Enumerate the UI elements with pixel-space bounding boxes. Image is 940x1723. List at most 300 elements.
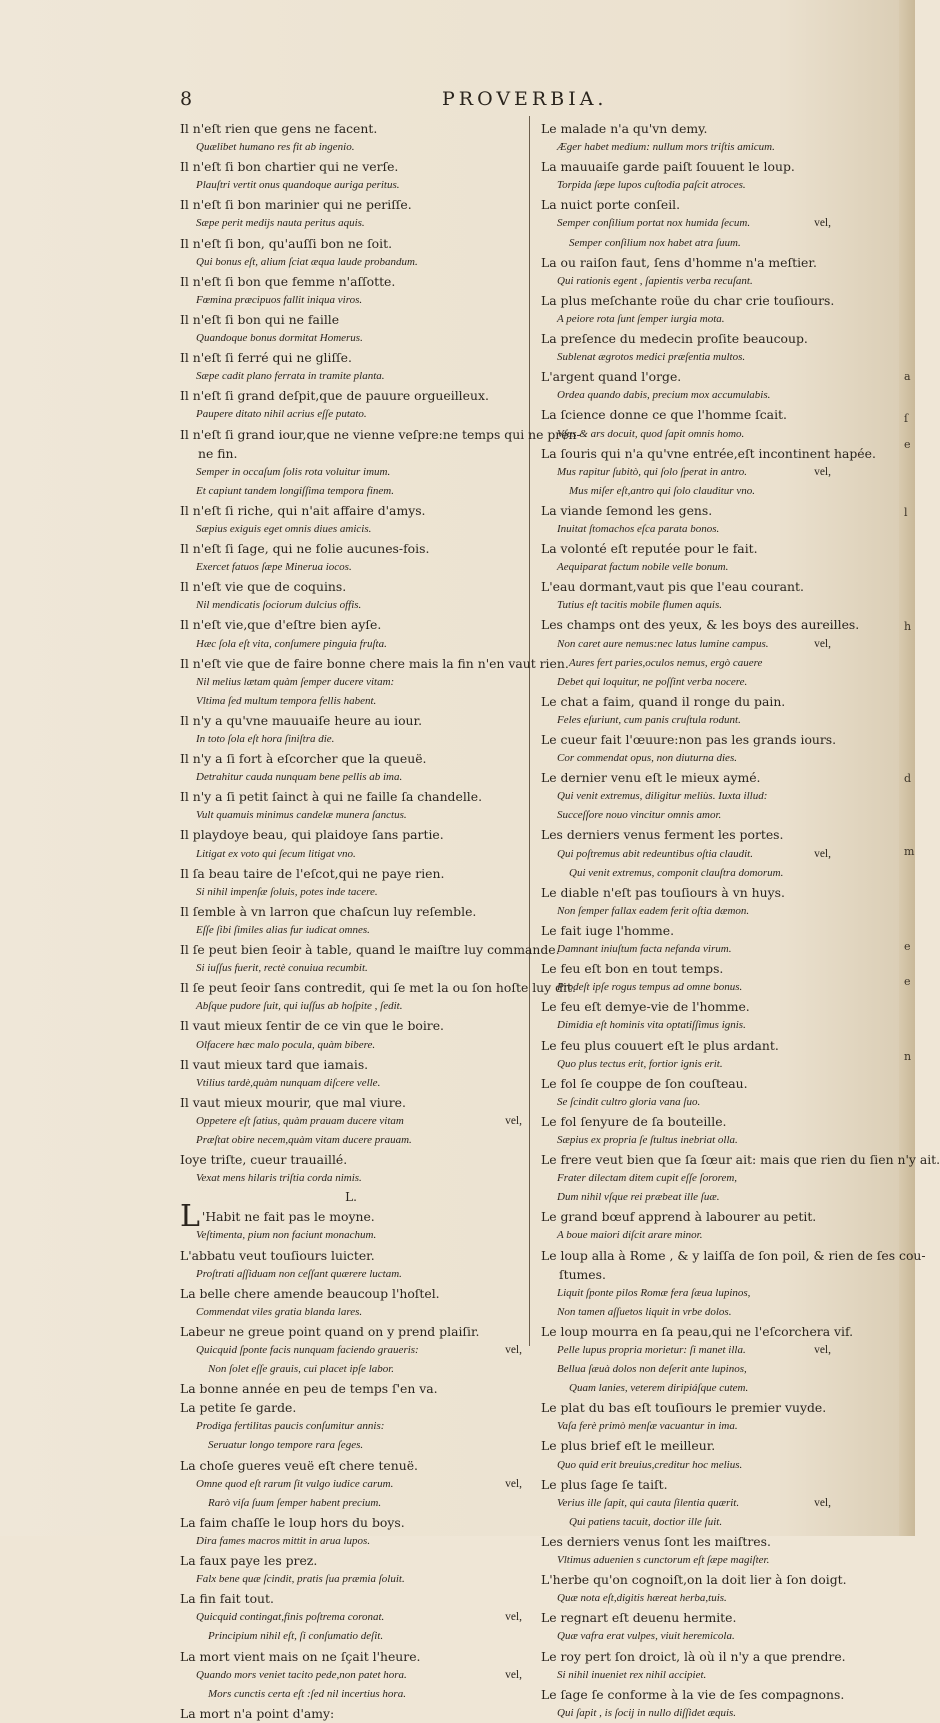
line-text: Le fol ſenyure de ſa bouteille. — [541, 1113, 727, 1129]
line-text: Se ſcindit cultro gloria vana ſuo. — [557, 1095, 701, 1108]
proverb-latin — [541, 348, 831, 367]
line-text: Omne quod eſt rarum ſit vulgo iudice carum. — [196, 1477, 394, 1490]
proverb-latin — [180, 558, 522, 577]
proverb-french-dropcap — [180, 1199, 522, 1235]
line-text: Ioye triſte, cueur trauaillé. — [180, 1152, 348, 1168]
line-text: Il n'eſt rien que gens ne facent. — [180, 121, 378, 136]
line-text: Le fol ſe couppe de ſon couſteau. — [541, 1075, 748, 1091]
line-text: ne fin. — [198, 445, 238, 461]
proverb-french — [180, 1379, 522, 1398]
line-text: Il ſa beau taire de l'eſcot,qui ne paye rien. — [180, 865, 445, 881]
line-text: A boue maiori diſcit arare minor. — [557, 1229, 703, 1242]
line-text: La mort vient mais on ne ſçait l'heure. — [180, 1648, 421, 1664]
proverb-latin — [180, 806, 522, 825]
proverb-latin — [180, 138, 522, 157]
line-text: Paupere ditato nihil acrius eſſe putato. — [196, 408, 367, 421]
proverb-french — [180, 1551, 522, 1570]
line-text: Non ſolet eſſe grauis, cui placet ipſe labor. — [208, 1363, 395, 1376]
line-text: Dira fames macros mittit in arua lupos. — [196, 1534, 371, 1547]
line-text: Hæc ſola eſt vita, conſumere pinguia fruſta. — [196, 637, 387, 650]
line-text: Liquit ſponte pilos Romæ fera ſæua lupinos, — [557, 1286, 751, 1299]
line-text: Sublenat ægrotos medici præſentia multos. — [557, 351, 746, 364]
proverb-latin — [180, 1494, 522, 1513]
running-title: PROVERBIA. — [442, 88, 608, 110]
proverb-latin — [180, 1131, 522, 1150]
proverb-latin — [180, 1036, 522, 1055]
vel-marker: vel, — [814, 1496, 831, 1509]
proverb-latin — [180, 1532, 522, 1551]
proverb-latin — [180, 214, 522, 233]
proverb-latin — [541, 214, 831, 233]
proverb-french — [541, 997, 831, 1016]
line-text: Le loup alla à Rome , & y laiſſa de ſon poil, & rien de ſes cou- — [541, 1247, 926, 1263]
line-text: Oppetere eſt ſatius, quàm prauam ducere vitam — [196, 1114, 404, 1127]
line-text: Labeur ne greue point quand on y prend plaiſir. — [180, 1323, 480, 1339]
proverb-french — [180, 711, 522, 730]
proverb-latin — [541, 1417, 831, 1436]
proverb-latin — [541, 558, 831, 577]
line-text: Le feu plus couuert eſt le plus ardant. — [541, 1037, 779, 1053]
line-text: Les derniers venus ferment les portes. — [541, 827, 784, 843]
line-text: Olfacere hæc malo pocula, quàm bibere. — [196, 1038, 376, 1051]
line-text: Pelle lupus propria morietur: ſi manet illa. — [557, 1344, 746, 1356]
line-text: Cor commendat opus, non diuturna dies. — [557, 752, 737, 765]
line-text: Le fait iuge l'homme. — [541, 922, 675, 938]
proverb-french — [180, 310, 522, 329]
proverb-french — [180, 501, 522, 520]
proverb-french — [541, 501, 831, 520]
proverb-latin — [541, 596, 831, 615]
proverb-french — [180, 234, 522, 253]
line-text: Ordea quando dabis, precium mox accumulabis. — [557, 389, 771, 402]
proverb-latin — [180, 845, 522, 864]
proverb-french — [541, 1265, 831, 1284]
line-text: La ou raiſon faut, ſens d'homme n'a meſtier. — [541, 254, 817, 270]
proverb-latin — [541, 1188, 831, 1207]
line-text: Il ſe peut bien ſeoir à table, quand le maiſtre luy commande. — [180, 942, 560, 958]
proverb-french — [180, 902, 522, 921]
proverb-latin — [180, 1303, 522, 1322]
proverb-french — [180, 425, 581, 444]
line-text: Si iuſſus fuerit, rectè conuiua recumbit. — [196, 962, 368, 975]
line-text: Nil melius lætam quàm ſemper ducere vitam: — [196, 675, 395, 688]
proverb-latin — [541, 711, 831, 730]
proverb-latin — [180, 291, 522, 310]
line-text: L'abbatu veut touſiours luicter. — [180, 1247, 375, 1263]
line-text: Qui venit extremus, componit clauſtra domorum. — [569, 866, 784, 879]
proverb-latin — [180, 1436, 522, 1455]
line-text: Mors cunctis certa eſt :ſed nil incertius hora. — [208, 1687, 406, 1700]
line-text: Quo quid erit breuius,creditur hoc melius. — [557, 1458, 743, 1471]
line-text: Qui rationis egent , ſapientis verba recuſant. — [557, 274, 753, 287]
proverb-french — [541, 577, 831, 596]
proverb-french — [541, 1398, 831, 1417]
margin-letter: l — [904, 506, 908, 519]
proverb-french — [180, 119, 522, 138]
line-text: Mus miſer eſt,antro qui ſolo clauditur vno. — [569, 484, 755, 497]
proverb-french — [541, 1322, 854, 1341]
line-text: Il vaut mieux mourir, que mal viure. — [180, 1094, 406, 1110]
proverb-french — [180, 1456, 522, 1475]
proverb-french — [180, 444, 522, 463]
line-text: Si nihil inueniet rex nihil accipiet. — [557, 1668, 707, 1681]
line-text: La plus meſchante roüe du char crie touſiours. — [541, 292, 835, 308]
line-text: Qui ſapit , is ſocij in nullo diſſidet æquis. — [557, 1706, 737, 1719]
proverb-latin — [541, 1093, 831, 1112]
line-text: Le chat a faim, quand il ronge du pain. — [541, 693, 786, 709]
proverb-latin — [180, 1685, 522, 1704]
line-text: Verius ille ſapit, qui cauta ſilentia quærit. — [557, 1496, 740, 1509]
line-text: Le frere veut bien que ſa ſœur ait: mais que rien du ſien n'y ait. — [541, 1152, 940, 1168]
margin-letter: d — [904, 772, 912, 785]
proverb-french — [180, 654, 569, 673]
line-text: Le feu eſt demye-vie de l'homme. — [541, 999, 750, 1015]
proverb-french — [180, 787, 522, 806]
proverb-latin — [541, 234, 831, 253]
left-column — [180, 119, 581, 1723]
line-text: La mauuaiſe garde paiſt ſouuent le loup. — [541, 159, 795, 175]
proverb-latin — [541, 1055, 831, 1074]
line-text: Falx bene quæ ſcindit, pratis ſua præmia ſoluit. — [196, 1573, 405, 1586]
facing-page-edge — [899, 0, 915, 1536]
proverb-latin — [180, 1475, 522, 1494]
proverb-latin — [180, 1341, 522, 1360]
line-text: Damnant iniuſtum facta nefanda virum. — [557, 943, 732, 956]
line-text: Rarò viſa ſuum ſemper habent precium. — [208, 1496, 382, 1509]
proverb-latin — [180, 1169, 522, 1188]
proverb-latin — [180, 883, 522, 902]
proverb-latin — [541, 1627, 831, 1646]
line-text: L'argent quand l'orge. — [541, 369, 682, 385]
line-text: Il n'eſt ſi bon qui ne faille — [180, 311, 340, 327]
line-text: ſtumes. — [559, 1266, 606, 1282]
line-text: Il n'eſt vie que de coquins. — [180, 579, 347, 595]
proverb-french — [180, 1055, 522, 1074]
page-number: 8 — [180, 88, 193, 110]
proverb-french — [180, 1513, 522, 1532]
line-text: Il n'eſt ſi riche, qui n'ait affaire d'amys. — [180, 502, 426, 518]
proverb-french — [541, 1207, 831, 1226]
proverb-latin — [541, 1379, 831, 1398]
line-text: Il vaut mieux ſentir de ce vin que le boire. — [180, 1018, 444, 1034]
proverb-french — [180, 940, 560, 959]
proverb-latin — [541, 1704, 831, 1723]
line-text: Le grand bœuf apprend à labourer au petit. — [541, 1209, 817, 1225]
line-text: Sæpe cadit plano ferrata in tramite planta. — [196, 370, 385, 383]
line-text: Le loup mourra en ſa peau,qui ne l'eſcorchera vif. — [541, 1323, 854, 1339]
proverb-french — [541, 157, 831, 176]
line-text: Il ſe peut ſeoir ſans contredit, qui ſe met la ou ſon hoſte luy dit. — [180, 980, 576, 996]
line-text: Les derniers venus ſont les maiſtres. — [541, 1533, 771, 1549]
proverb-latin — [180, 1417, 522, 1436]
line-text: Il n'eſt ſi grand deſpit,que de pauure orgueilleux. — [180, 388, 489, 404]
line-text: In toto ſola eſt hora ſiniſtra die. — [196, 733, 335, 745]
line-text: Plauſtri vertit onus quandoque auriga peritus. — [196, 179, 400, 192]
line-text: Il n'eſt vie que de faire bonne chere mais la fin n'en vaut rien. — [180, 655, 569, 671]
line-text: La bonne année en peu de temps ſ'en va. — [180, 1381, 438, 1397]
line-text: L'herbe qu'on cognoiſt,on la doit lier à ſon doigt. — [541, 1572, 847, 1588]
proverb-french — [541, 1246, 926, 1265]
margin-letter: e — [904, 438, 911, 451]
line-text: Il ſemble à vn larron que chaſcun luy reſemble. — [180, 903, 477, 919]
line-text: 'Habit ne fait pas le moyne. — [201, 1209, 375, 1225]
proverb-latin — [180, 1666, 522, 1685]
proverb-latin — [180, 1608, 522, 1627]
proverb-latin — [180, 520, 522, 539]
vel-marker: vel, — [505, 1611, 522, 1624]
line-text: Non tamen aſſuetos liquit in vrbe dolos. — [557, 1305, 732, 1318]
proverb-french — [541, 1112, 831, 1131]
proverb-french — [180, 386, 522, 405]
proverb-french — [541, 195, 831, 214]
proverb-french — [541, 291, 835, 310]
line-text: Le plus ſage ſe taiſt. — [541, 1476, 668, 1492]
line-text: Tutius eſt tacitis mobile flumen aquis. — [557, 599, 722, 612]
line-text: Qui venit extremus, diligitur meliùs. Iuxta illud: — [557, 790, 768, 803]
line-text: Sæpius exiguis eget omnis diues amicis. — [196, 522, 372, 535]
line-text: Proſtrati aſſiduam non ceſſant quærere luctam. — [196, 1267, 402, 1280]
proverb-french — [541, 1685, 845, 1704]
proverb-french — [541, 119, 831, 138]
line-text: Sæpius ex propria ſe ſtultus inebriat olla. — [557, 1133, 738, 1146]
proverb-latin — [541, 463, 831, 482]
proverb-french — [180, 195, 522, 214]
proverb-french — [541, 921, 831, 940]
proverb-latin — [541, 749, 831, 768]
proverb-latin — [541, 940, 831, 959]
proverb-latin — [180, 1360, 522, 1379]
line-text: Æger habet medium: nullum mors triſtis amicum. — [557, 141, 775, 154]
line-text: Non ſemper fallax eadem ferit oſtia dæmon. — [557, 904, 750, 917]
proverb-french — [541, 768, 831, 787]
proverb-latin — [180, 692, 522, 711]
proverb-french — [180, 864, 522, 883]
line-text: Le diable n'eſt pas touſiours à vn huys. — [541, 884, 785, 900]
line-text: Qui poſtremus abit redeuntibus oſtia claudit. — [557, 847, 753, 860]
line-text: Il n'eſt vie,que d'eſtre bien ayſe. — [180, 617, 382, 633]
line-text: Semper conſilium nox habet atra ſuum. — [569, 236, 741, 249]
vel-marker: vel, — [505, 1114, 522, 1127]
line-text: Frater dilectam ditem cupit eſſe ſororem, — [557, 1172, 738, 1185]
proverb-french — [180, 272, 522, 291]
proverb-latin — [541, 635, 831, 654]
line-text: La faux paye les prez. — [180, 1553, 318, 1569]
proverb-latin — [180, 463, 522, 482]
proverb-french — [541, 1036, 831, 1055]
page-header — [180, 88, 820, 118]
vel-marker: vel, — [505, 1344, 522, 1356]
column-rule — [529, 116, 530, 1346]
line-text: Il n'eſt ſi bon chartier qui ne verſe. — [180, 159, 399, 175]
line-text: Exercet fatuos ſæpe Minerua iocos. — [196, 561, 352, 574]
proverb-latin — [541, 1169, 831, 1188]
line-text: Præſtat obire necem,quàm vitam ducere prauam. — [196, 1133, 412, 1146]
proverb-latin — [180, 1226, 522, 1245]
proverb-french — [541, 883, 831, 902]
line-text: Il n'y a ſi fort à eſcorcher que la queuë. — [180, 751, 427, 767]
vel-marker: vel, — [814, 637, 831, 650]
proverb-french — [180, 157, 522, 176]
proverb-french — [541, 1436, 831, 1455]
proverb-latin — [541, 272, 831, 291]
line-text: Le dernier venu eſt le mieux aymé. — [541, 770, 761, 786]
proverb-latin — [541, 138, 831, 157]
line-text: Le malade n'a qu'vn demy. — [541, 121, 708, 136]
proverb-french — [541, 405, 831, 424]
line-text: La faim chaſſe le loup hors du boys. — [180, 1514, 405, 1530]
line-text: La viande ſemond les gens. — [541, 502, 713, 518]
proverb-latin — [541, 176, 831, 195]
line-text: Vltimus aduenien s cunctorum eſt ſæpe magiſter. — [557, 1554, 770, 1567]
line-text: L. — [345, 1190, 357, 1205]
proverb-latin — [180, 673, 522, 692]
proverb-latin — [541, 1551, 831, 1570]
proverb-french — [541, 615, 860, 634]
line-text: Et capiunt tandem longiſſima tempora finem. — [196, 484, 394, 497]
proverb-latin — [541, 845, 831, 864]
proverb-latin — [541, 1513, 831, 1532]
proverb-french — [541, 1608, 831, 1627]
line-text: Il playdoye beau, qui plaidoye ſans partie. — [180, 827, 444, 843]
line-text: La preſence du medecin proſite beaucoup. — [541, 331, 808, 347]
line-text: Aures fert paries,oculos nemus, ergò cauere — [569, 656, 763, 669]
proverb-latin — [541, 520, 831, 539]
proverb-french — [541, 825, 831, 844]
proverb-french — [541, 1532, 831, 1551]
line-text: Quo plus tectus erit, fortior ignis erit. — [557, 1057, 723, 1070]
line-text: Il n'eſt ſi bon que femme n'aſſotte. — [180, 273, 396, 289]
line-text: Quicquid contingat,finis poſtrema coronat. — [196, 1611, 385, 1624]
line-text: Vſus & ars docuit, quod ſapit omnis homo. — [557, 427, 745, 440]
vel-marker: vel, — [505, 1477, 522, 1490]
proverb-latin — [541, 1303, 831, 1322]
line-text: Vexat mens hilaris triſtia corda nimis. — [196, 1172, 362, 1185]
line-text: Semper conſilium portat nox humida ſecum. — [557, 217, 751, 230]
proverb-latin — [541, 787, 831, 806]
margin-letter: m — [904, 845, 915, 858]
proverb-latin — [180, 1570, 522, 1589]
proverb-latin — [541, 1666, 831, 1685]
line-text: Dimidia eſt hominis vita optatiſſimus ignis. — [557, 1019, 746, 1032]
line-text: Fœmina præcipuos fallit iniqua viros. — [196, 293, 363, 306]
proverb-latin — [541, 1226, 831, 1245]
line-text: Aequiparat factum nobile velle bonum. — [557, 561, 729, 574]
proverb-latin — [541, 1016, 831, 1035]
proverb-french — [180, 1246, 522, 1265]
proverb-french — [180, 1016, 522, 1035]
line-text: Quæ vafra erat vulpes, viuit heremicola. — [557, 1630, 735, 1643]
proverb-french — [541, 253, 831, 272]
proverb-french — [541, 1074, 831, 1093]
proverb-french — [541, 1647, 846, 1666]
proverb-latin — [541, 978, 831, 997]
proverb-french — [180, 348, 522, 367]
line-text: Il n'eſt ſi ferré qui ne gliſſe. — [180, 350, 352, 366]
line-text: A peiore rota ſunt ſemper iurgia mota. — [557, 312, 725, 325]
line-text: Debet qui loquitur, ne poſſint verba nocere. — [557, 675, 748, 688]
line-text: Quælibet humano res fit ab ingenio. — [196, 141, 355, 154]
line-text: Quicquid ſponte facis nunquam faciendo graueris: — [196, 1344, 419, 1356]
line-text: Qui bonus eſt, alium ſciat æqua laude probandum. — [196, 255, 418, 268]
proverb-latin — [541, 310, 831, 329]
line-text: Le ſage ſe conforme à la vie de ſes compagnons. — [541, 1686, 845, 1702]
proverb-latin — [541, 425, 831, 444]
proverb-french — [180, 1284, 522, 1303]
vel-marker: vel, — [505, 1668, 522, 1681]
line-text: Prodiga fertilitas paucis conſumitur annis: — [196, 1420, 385, 1433]
margin-letter: n — [904, 1050, 912, 1063]
margin-letter: a — [904, 370, 911, 383]
margin-letter: ſ — [904, 412, 909, 425]
proverb-latin — [541, 1360, 831, 1379]
line-text: Non caret aure nemus:nec latus lumine campus. — [557, 637, 769, 650]
line-text: Torpida ſæpe lupos cuſtodia paſcit atroces. — [557, 179, 746, 192]
line-text: Sæpe perit medijs nauta peritus aquis. — [196, 217, 365, 230]
proverb-latin — [180, 921, 522, 940]
proverb-french — [180, 825, 522, 844]
line-text: Principium nihil eſt, ſi conſumatio deſit. — [208, 1630, 384, 1643]
line-text: L'eau dormant,vaut pis que l'eau courant. — [541, 579, 804, 595]
proverb-latin — [180, 176, 522, 195]
proverb-french — [180, 1398, 522, 1417]
proverb-latin — [541, 1341, 831, 1360]
proverb-latin — [541, 386, 831, 405]
proverb-latin — [180, 405, 522, 424]
line-text: Le roy pert ſon droict, là où il n'y a que prendre. — [541, 1648, 846, 1664]
proverb-french — [180, 1093, 522, 1112]
line-text: Qui patiens tacuit, doctior ille ſuit. — [569, 1515, 723, 1528]
line-text: Il n'y a ſi petit ſainct à qui ne faille ſa chandelle. — [180, 789, 483, 805]
line-text: Si nihil impenſæ ſoluis, potes inde tacere. — [196, 885, 378, 898]
line-text: Quæ nota eſt,digitis hæreat herba,tuis. — [557, 1592, 727, 1605]
line-text: Prodeſt ipſe rogus tempus ad omne bonus. — [557, 981, 743, 994]
proverb-latin — [541, 1284, 831, 1303]
proverb-latin — [541, 1131, 831, 1150]
line-text: La fin fait tout. — [180, 1591, 274, 1607]
margin-letter: h — [904, 620, 912, 633]
margin-letter: e — [904, 940, 911, 953]
line-text: Nil mendicatis ſociorum dulcius offis. — [196, 599, 362, 612]
proverb-french — [180, 1150, 522, 1169]
proverb-latin — [180, 596, 522, 615]
line-text: Vult quamuis minimus candelæ munera ſanctus. — [196, 809, 407, 822]
proverb-latin — [180, 959, 522, 978]
line-text: La ſouris qui n'a qu'vne entrée,eſt incontinent hapée. — [541, 445, 876, 461]
proverb-french — [180, 978, 576, 997]
line-text: Il n'eſt ſi grand iour,que ne vienne veſpre:ne temps qui ne pren- — [180, 426, 581, 442]
proverb-french — [541, 367, 831, 386]
proverb-latin — [180, 1074, 522, 1093]
proverb-latin — [541, 864, 831, 883]
proverb-latin — [180, 329, 522, 348]
line-text: Mus rapitur ſubitò, qui ſolo ſperat in antro. — [557, 465, 747, 478]
line-text: Detrahitur cauda nunquam bene pellis ab ima. — [196, 771, 403, 784]
proverb-latin — [180, 635, 522, 654]
proverb-latin — [180, 1112, 522, 1131]
line-text: Inuitat ſtomachos eſca parata bonos. — [557, 522, 720, 535]
line-text: La volonté eſt reputée pour le fait. — [541, 541, 758, 557]
line-text: Abſque pudore ſuit, qui iuſſus ab hoſpite , ſedit. — [196, 1000, 403, 1013]
proverb-latin — [541, 902, 831, 921]
proverb-french — [180, 577, 522, 596]
line-text: Bellua ſæuà dolos non deſerit ante lupinos, — [557, 1363, 747, 1376]
drop-capital: L — [180, 1199, 200, 1235]
proverb-french — [180, 749, 522, 768]
proverb-latin — [180, 367, 522, 386]
line-text: La ſcience donne ce que l'homme ſcait. — [541, 407, 787, 423]
line-text: La mort n'a point d'amy: — [180, 1705, 335, 1721]
vel-marker: vel, — [814, 1344, 831, 1356]
